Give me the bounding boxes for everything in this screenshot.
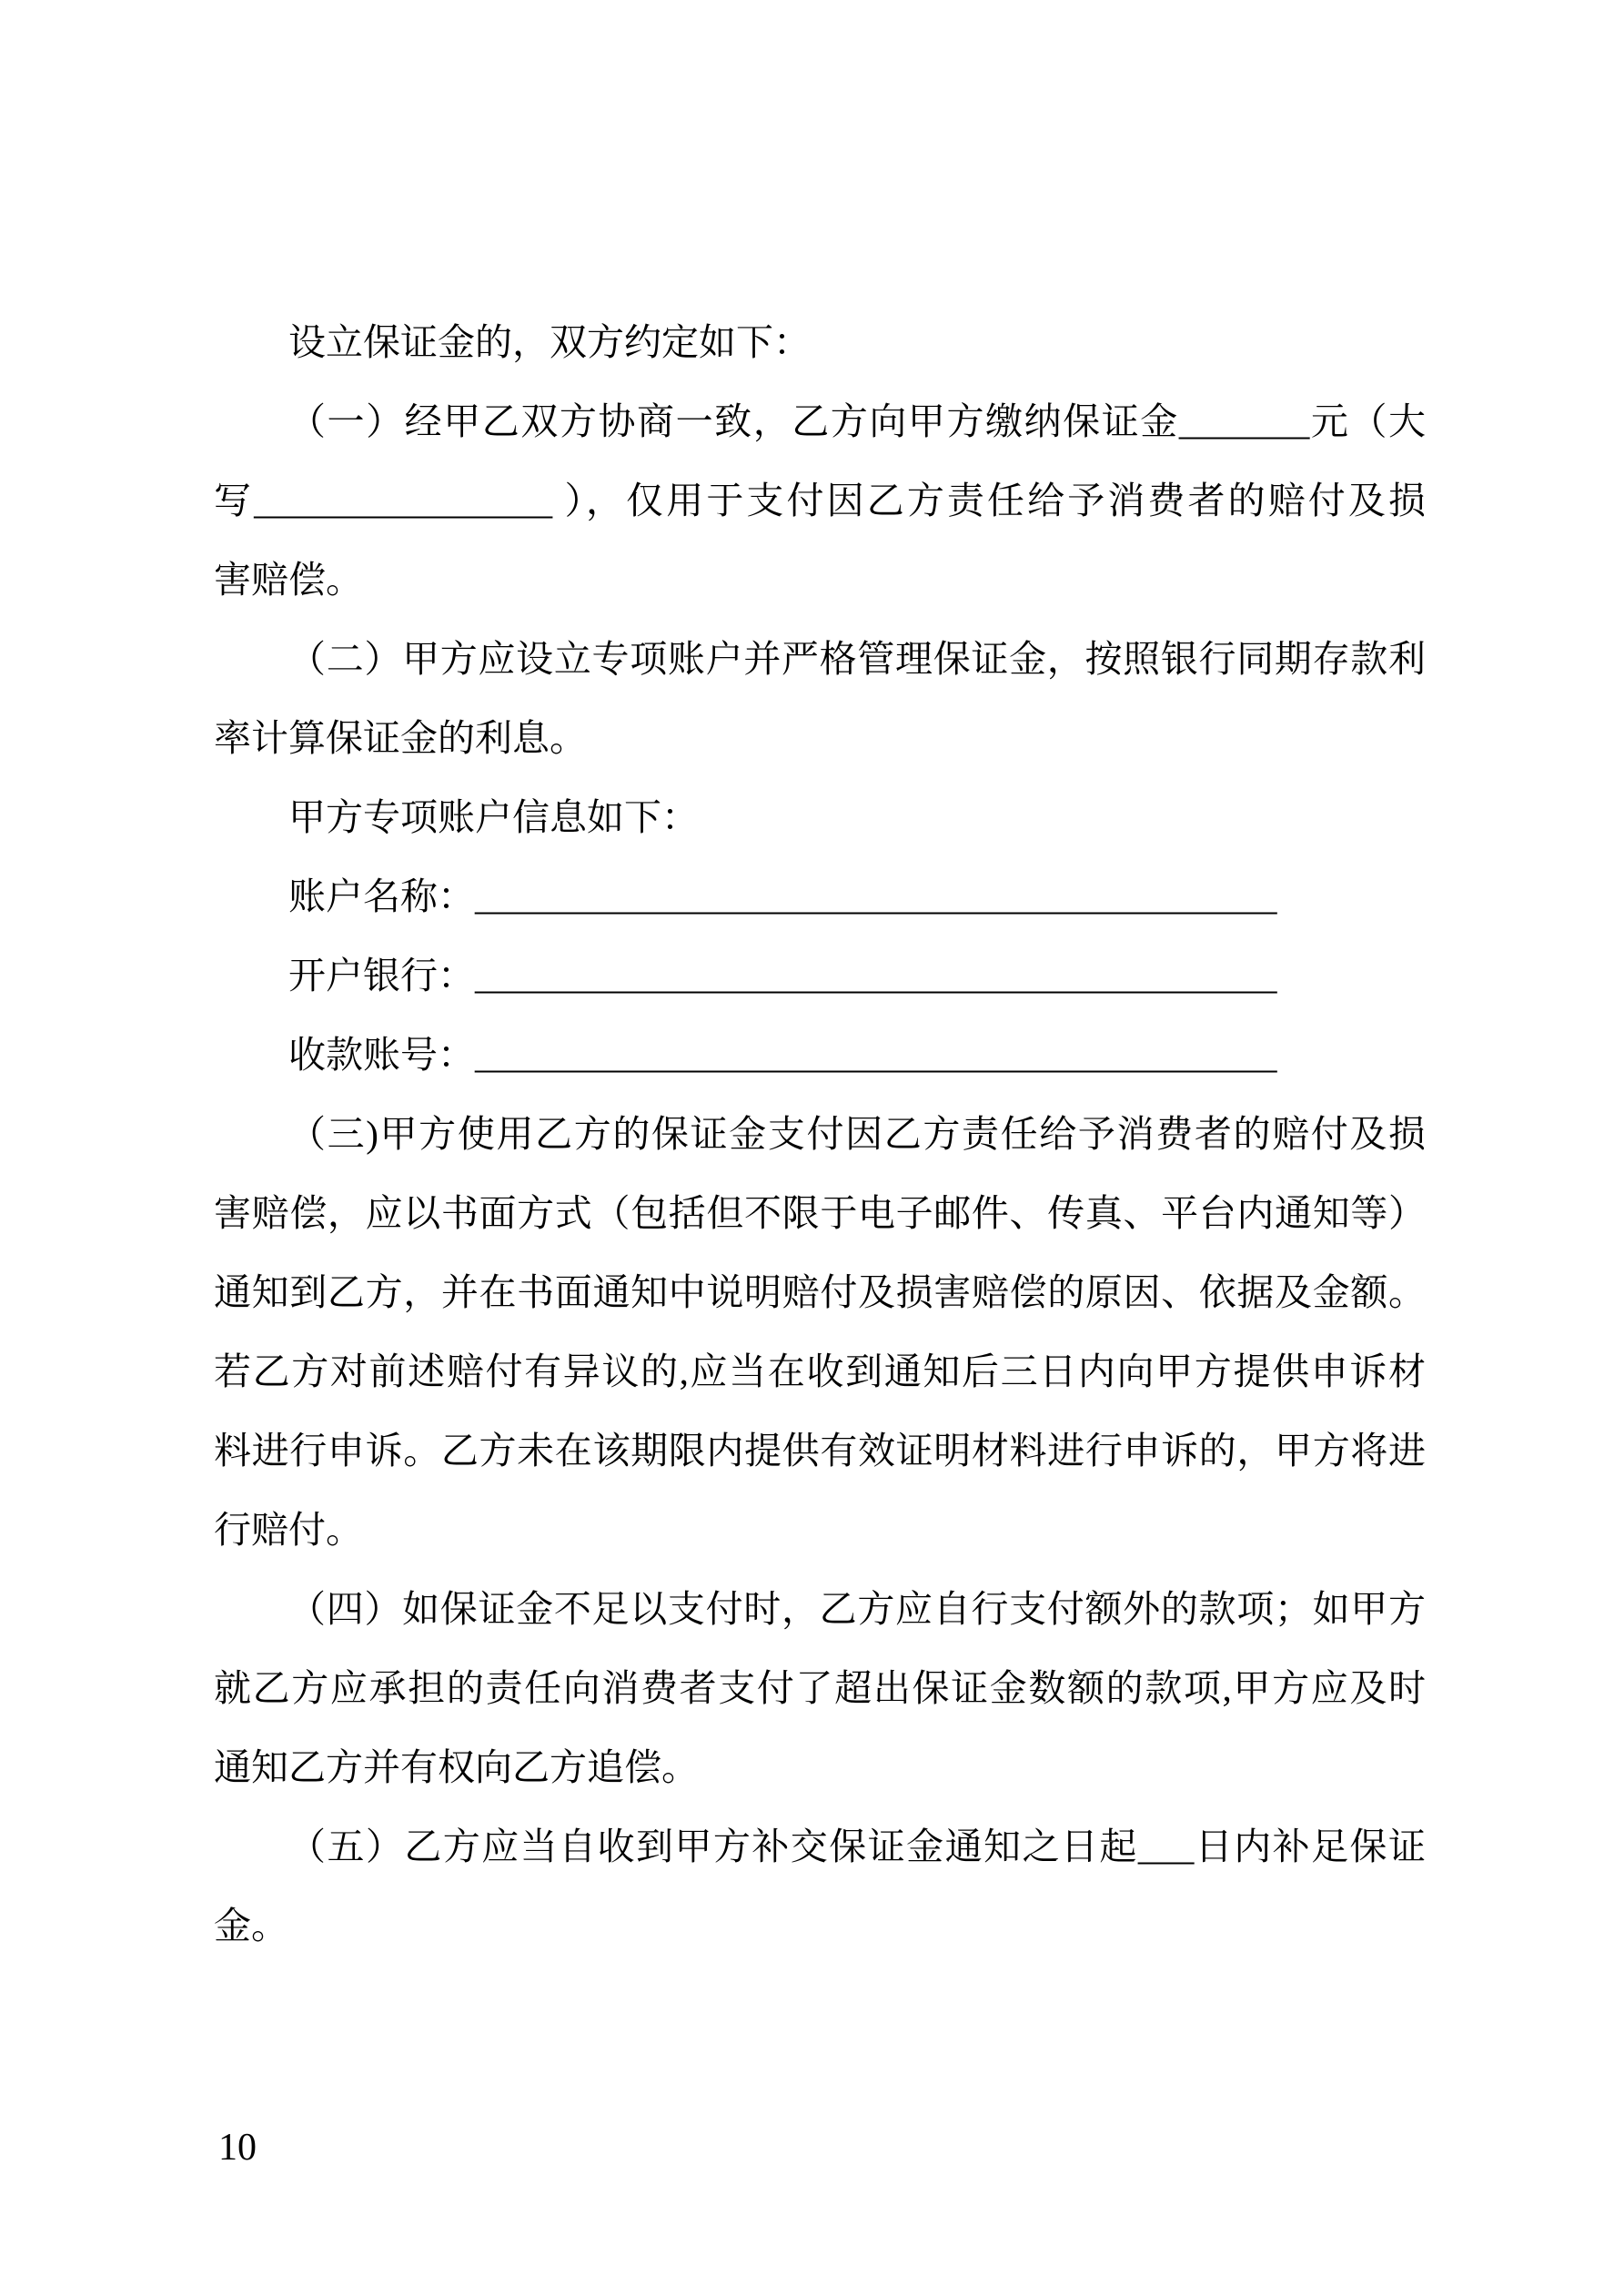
document-line: 害赔偿。 — [214, 559, 363, 601]
document-line: 害赔偿，应以书面方式（包括但不限于电子邮件、传真、平台内通知等） — [214, 1192, 1426, 1234]
document-line: 收款账号：___________________________________________ — [288, 1034, 1277, 1076]
document-line: 写________________ ），仅用于支付因乙方责任给予消费者的赔付及损 — [214, 480, 1426, 521]
document-line: 账户名称：___________________________________________ — [288, 875, 1277, 917]
page-number: 10 — [218, 2127, 257, 2169]
document-line: 甲方专项账户信息如下： — [288, 796, 699, 838]
document-line: 设立保证金的，双方约定如下： — [288, 321, 811, 363]
document-line: 行赔付。 — [214, 1509, 363, 1551]
document-line: 料进行申诉。乙方未在该期限内提供有效证明材料进行申诉的，甲方将进 — [214, 1430, 1426, 1472]
document-line: 通知到乙方，并在书面通知中说明赔付及损害赔偿的原因、依据及金额。 — [214, 1271, 1426, 1313]
document-line: （五）乙方应当自收到甲方补交保证金通知之日起___日内补足保证 — [288, 1826, 1426, 1867]
document-line: 开户银行：___________________________________________ — [288, 955, 1277, 996]
document-line: （四）如保证金不足以支付时，乙方应自行支付额外的款项；如甲方 — [288, 1588, 1426, 1630]
document-line: 若乙方对前述赔付有异议的,应当在收到通知后三日内向甲方提供申诉材 — [214, 1350, 1426, 1392]
document-line: 率计算保证金的利息。 — [214, 717, 587, 759]
document-line: （一）经甲乙双方协商一致，乙方向甲方缴纳保证金_______元（大 — [288, 400, 1426, 442]
document-line: 金。 — [214, 1905, 288, 1947]
document-line: 就乙方应承担的责任向消费者支付了超出保证金数额的款项,甲方应及时 — [214, 1667, 1426, 1709]
document-line: （三)甲方使用乙方的保证金支付因乙方责任给予消费者的赔付及损 — [288, 1113, 1426, 1155]
document-line: （二）甲方应设立专项账户并严格管理保证金，按照银行同期存款利 — [288, 638, 1426, 680]
document-line: 通知乙方并有权向乙方追偿。 — [214, 1746, 699, 1788]
document-body — [214, 303, 1426, 1966]
